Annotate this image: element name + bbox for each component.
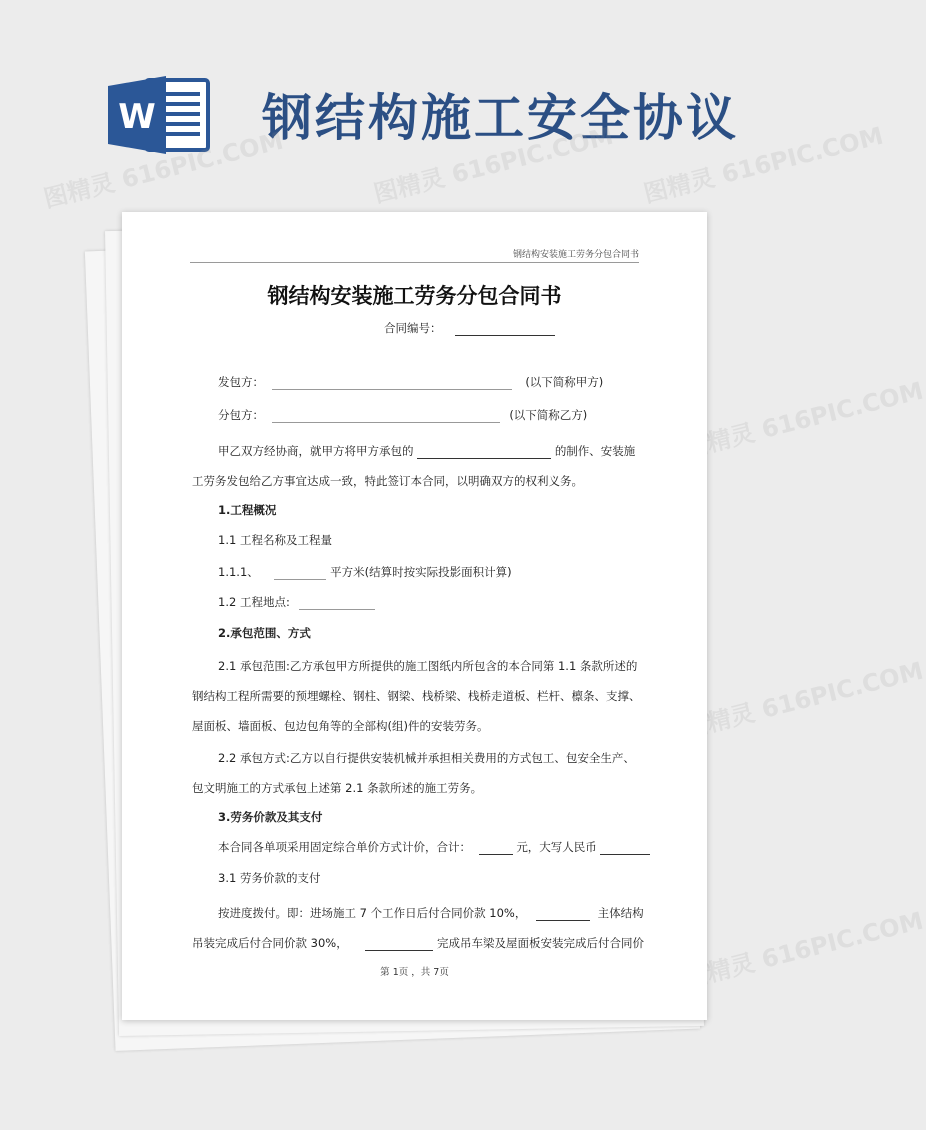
party-a-row — [218, 374, 603, 390]
contract-number-blank — [455, 323, 555, 336]
watermark: 图精灵 616PIC.COM — [370, 121, 616, 209]
clause-text: 元，大写人民币 — [516, 840, 597, 854]
party-a-blank — [272, 377, 512, 390]
project-name-blank — [417, 446, 551, 459]
clause-text: 按进度拨付。即：进场施工 7 个工作日后付合同价款 10%， — [218, 906, 527, 920]
payment-line-2 — [192, 935, 644, 951]
party-a-label: 发包方： — [218, 375, 264, 389]
clause-text: 完成吊车梁及屋面板安装完成后付合同价 — [437, 936, 645, 950]
clause-text: 本合同各单项采用固定综合单价方式计价，合计： — [218, 840, 471, 854]
section-3-text — [218, 839, 650, 855]
area-blank — [274, 567, 326, 580]
page-footer: 第 1页 ，共 7页 — [380, 967, 449, 978]
clause-number: 1.1.1、 — [218, 565, 259, 579]
intro-text: 甲乙双方经协商，就甲方将甲方承包的 — [218, 444, 414, 458]
section-2-1-line-3: 屋面板、墙面板、包边包角等的全部构(组)件的安装劳务。 — [192, 719, 489, 733]
party-b-label: 分包方： — [218, 408, 264, 422]
watermark: 图精灵 616PIC.COM — [680, 906, 926, 994]
section-1-1: 1.1 工程名称及工程量 — [218, 533, 332, 547]
section-2-1-line-2: 钢结构工程所需要的预埋螺栓、钢柱、钢梁、栈桥梁、栈桥走道板、栏杆、檩条、支撑、 — [192, 689, 641, 703]
contract-number-row — [384, 320, 555, 336]
section-3-heading: 3.劳务价款及其支付 — [218, 810, 323, 824]
party-b-suffix: (以下简称乙方) — [509, 408, 588, 422]
svg-text:W: W — [118, 97, 156, 137]
section-2-2-line-1: 2.2 承包方式:乙方以自行提供安装机械并承担相关费用的方式包工、包安全生产、 — [218, 751, 635, 765]
clause-text: 平方米(结算时按实际投影面积计算) — [330, 565, 512, 579]
watermark: 图精灵 616PIC.COM — [40, 126, 286, 214]
watermark: 图精灵 616PIC.COM — [680, 376, 926, 464]
intro-line-2: 工劳务发包给乙方事宜达成一致，特此签订本合同，以明确双方的权利义务。 — [192, 474, 583, 488]
clause-text: 主体结构 — [597, 906, 644, 920]
section-1-1-1 — [218, 564, 512, 580]
section-2-2-line-2: 包文明施工的方式承包上述第 2.1 条款所述的施工劳务。 — [192, 781, 483, 795]
payment-line-1 — [218, 905, 644, 921]
party-a-suffix: (以下简称甲方) — [525, 375, 604, 389]
contract-number-label: 合同编号： — [384, 321, 442, 335]
amount-in-words-blank — [600, 842, 650, 855]
document-page — [122, 212, 707, 1020]
intro-text: 的制作、安装施 — [554, 444, 636, 458]
section-2-1-line-1: 2.1 承包范围:乙方承包甲方所提供的施工图纸内所包含的本合同第 1.1 条款所述的 — [218, 659, 638, 673]
running-header: 钢结构安装施工劳务分包合同书 — [512, 250, 639, 260]
banner-title: 钢结构施工安全协议 — [262, 88, 739, 147]
clause-text: 吊装完成后付合同价款 30%， — [192, 936, 348, 950]
watermark: 图精灵 616PIC.COM — [680, 656, 926, 744]
party-b-blank — [272, 410, 500, 423]
party-b-row — [218, 407, 587, 423]
location-blank — [299, 597, 375, 610]
watermark: 图精灵 616PIC.COM — [640, 121, 886, 209]
word-logo-icon — [108, 76, 212, 154]
payment-blank-2 — [365, 938, 433, 951]
total-amount-blank — [479, 842, 513, 855]
section-1-2 — [218, 594, 375, 610]
section-3-1: 3.1 劳务价款的支付 — [218, 871, 321, 885]
clause-text: 1.2 工程地点: — [218, 595, 290, 609]
intro-line-1 — [218, 443, 635, 459]
header-divider — [190, 262, 639, 263]
payment-blank-1 — [536, 908, 590, 921]
section-2-heading: 2.承包范围、方式 — [218, 626, 311, 640]
section-1-heading: 1.工程概况 — [218, 503, 277, 517]
document-title: 钢结构安装施工劳务分包合同书 — [267, 284, 562, 308]
